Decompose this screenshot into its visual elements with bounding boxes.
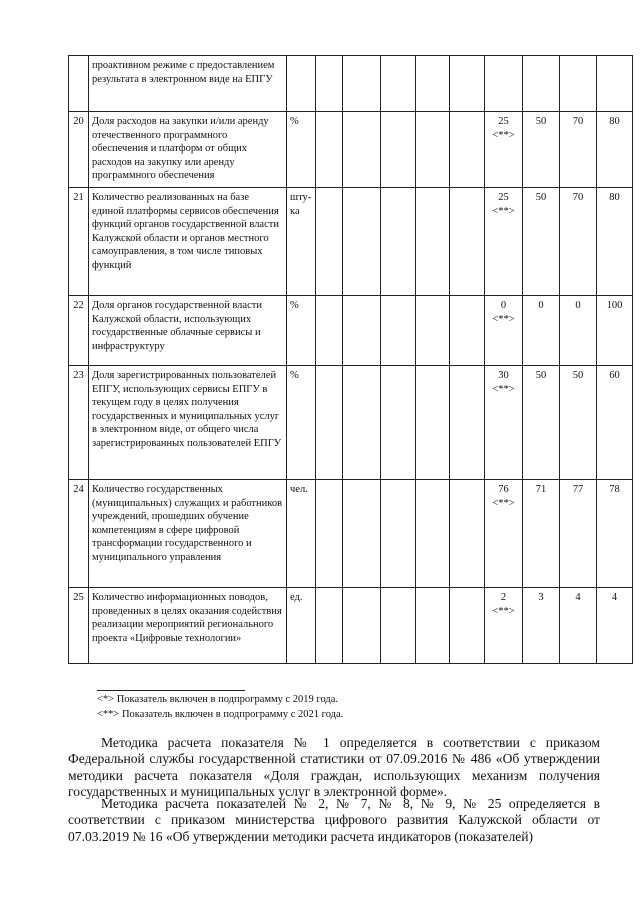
value-2024: 100 [597, 296, 633, 366]
value-2021-footnote-mark: <**> [492, 205, 515, 217]
indicator-name: Доля расходов на закупки и/или аренду отечественного программного обеспечения и платформ от общих расходов на закупку или аренду программного обеспечения [89, 112, 287, 188]
value-2023: 0 [560, 296, 597, 366]
table-row [69, 366, 633, 480]
value-2021 [485, 588, 523, 664]
value-cell [381, 296, 416, 366]
unit-of-measure: % [287, 296, 316, 366]
indicator-name: Доля органов государственной власти Калужской области, использующих государственные облачные сервисы и инфраструктуру [89, 296, 287, 366]
row-number: 21 [69, 188, 89, 296]
table-row [69, 112, 633, 188]
value-2023: 70 [560, 188, 597, 296]
indicator-name: Количество реализованных на базе единой платформы сервисов обеспечения функций органов государственной власти Калужской области и органов местного самоуправления, в том числе типовых функций [89, 188, 287, 296]
value-2021-number: 25 [498, 116, 509, 127]
footnote-2019: <*> Показатель включен в подпрограмму с 2019 года. [97, 694, 339, 705]
methodology-paragraph-1: Методика расчета показателя № 1 определяется в соответствии с приказом Федеральной службы государственной статистики от 07.09.2016 № 486 «Об утверждении методики расчета показателя «Доля граждан, использующих механизм получения государственных и муниципальных услуг в электронной форме». [68, 735, 600, 800]
table-row [69, 56, 633, 112]
value-cell [316, 56, 343, 112]
table-row [69, 296, 633, 366]
value-2021 [485, 188, 523, 296]
value-2022: 3 [523, 588, 560, 664]
footnotes [97, 692, 343, 722]
value-2022: 50 [523, 366, 560, 480]
unit-of-measure: % [287, 366, 316, 480]
value-cell [343, 366, 381, 480]
value-2021 [485, 56, 523, 112]
value-2024: 80 [597, 188, 633, 296]
value-cell [450, 296, 485, 366]
unit-of-measure: шту-ка [287, 188, 316, 296]
value-2022: 50 [523, 188, 560, 296]
indicator-name: Количество информационных поводов, проведенных в целях оказания содействия реализации мероприятий регионального проекта «Цифровые технологии» [89, 588, 287, 664]
value-2021-number: 25 [498, 192, 509, 203]
value-cell [416, 296, 450, 366]
row-number [69, 56, 89, 112]
value-2021 [485, 366, 523, 480]
value-cell [316, 588, 343, 664]
value-cell [343, 56, 381, 112]
unit-of-measure: ед. [287, 588, 316, 664]
value-cell [450, 188, 485, 296]
value-2024: 60 [597, 366, 633, 480]
value-2021-footnote-mark: <**> [492, 605, 515, 617]
value-cell [450, 588, 485, 664]
value-2021 [485, 112, 523, 188]
indicator-name: Доля зарегистрированных пользователей ЕПГУ, использующих сервисы ЕПГУ в текущем году в целях получения государственных и муниципальных услуг в электронном виде, от общего числа зарегистрированных пользователей ЕПГУ [89, 366, 287, 480]
value-cell [343, 112, 381, 188]
value-cell [450, 480, 485, 588]
value-cell [416, 56, 450, 112]
value-2021-number: 0 [500, 300, 507, 311]
value-2023: 50 [560, 366, 597, 480]
value-cell [381, 480, 416, 588]
value-cell [343, 296, 381, 366]
value-cell [381, 112, 416, 188]
indicator-name: проактивном режиме с предоставлением результата в электронном виде на ЕПГУ [89, 56, 287, 112]
value-cell [316, 296, 343, 366]
value-2021-number: 76 [498, 484, 509, 495]
value-2022: 71 [523, 480, 560, 588]
indicators-table [68, 55, 633, 664]
value-2022: 0 [523, 296, 560, 366]
value-2024: 4 [597, 588, 633, 664]
value-cell [381, 56, 416, 112]
value-2021-footnote-mark: <**> [492, 313, 515, 325]
value-cell [416, 480, 450, 588]
value-2021-footnote-mark: <**> [492, 383, 515, 395]
value-2023: 77 [560, 480, 597, 588]
value-cell [343, 480, 381, 588]
value-cell [316, 188, 343, 296]
methodology-paragraph-2: Методика расчета показателей № 2, № 7, № 8, № 9, № 25 определяется в соответствии с приказом министерства цифрового развития Калужской области от 07.03.2019 № 16 «Об утверждении методики расчета индикаторов (показателей) [68, 796, 600, 844]
row-number: 24 [69, 480, 89, 588]
value-cell [450, 112, 485, 188]
value-cell [316, 366, 343, 480]
row-number: 25 [69, 588, 89, 664]
value-cell [343, 188, 381, 296]
value-cell [416, 588, 450, 664]
value-cell [416, 366, 450, 480]
footnote-2021: <**> Показатель включен в подпрограмму с 2021 года. [97, 709, 344, 720]
value-cell [416, 112, 450, 188]
value-2023: 4 [560, 588, 597, 664]
unit-of-measure: % [287, 112, 316, 188]
value-2021-number: 2 [500, 592, 507, 603]
value-2021-number: 30 [498, 370, 509, 381]
value-cell [381, 366, 416, 480]
unit-of-measure [287, 56, 316, 112]
unit-of-measure: чел. [287, 480, 316, 588]
value-2021 [485, 480, 523, 588]
value-cell [343, 588, 381, 664]
table-row [69, 588, 633, 664]
indicator-name: Количество государственных (муниципальных) служащих и работников учреждений, прошедших обучение компетенциям в сфере цифровой трансформации государственного и муниципального управления [89, 480, 287, 588]
value-2024 [597, 56, 633, 112]
row-number: 20 [69, 112, 89, 188]
value-cell [450, 366, 485, 480]
row-number: 22 [69, 296, 89, 366]
value-2021-footnote-mark: <**> [492, 497, 515, 509]
table-row [69, 188, 633, 296]
value-cell [316, 112, 343, 188]
value-2023 [560, 56, 597, 112]
value-cell [416, 188, 450, 296]
value-cell [381, 188, 416, 296]
value-2022: 50 [523, 112, 560, 188]
value-2024: 78 [597, 480, 633, 588]
row-number: 23 [69, 366, 89, 480]
value-2024: 80 [597, 112, 633, 188]
value-cell [450, 56, 485, 112]
value-cell [381, 588, 416, 664]
value-2021 [485, 296, 523, 366]
table-row [69, 480, 633, 588]
footnote-separator [97, 690, 245, 691]
value-2022 [523, 56, 560, 112]
value-2021-footnote-mark: <**> [492, 129, 515, 141]
value-2023: 70 [560, 112, 597, 188]
value-cell [316, 480, 343, 588]
